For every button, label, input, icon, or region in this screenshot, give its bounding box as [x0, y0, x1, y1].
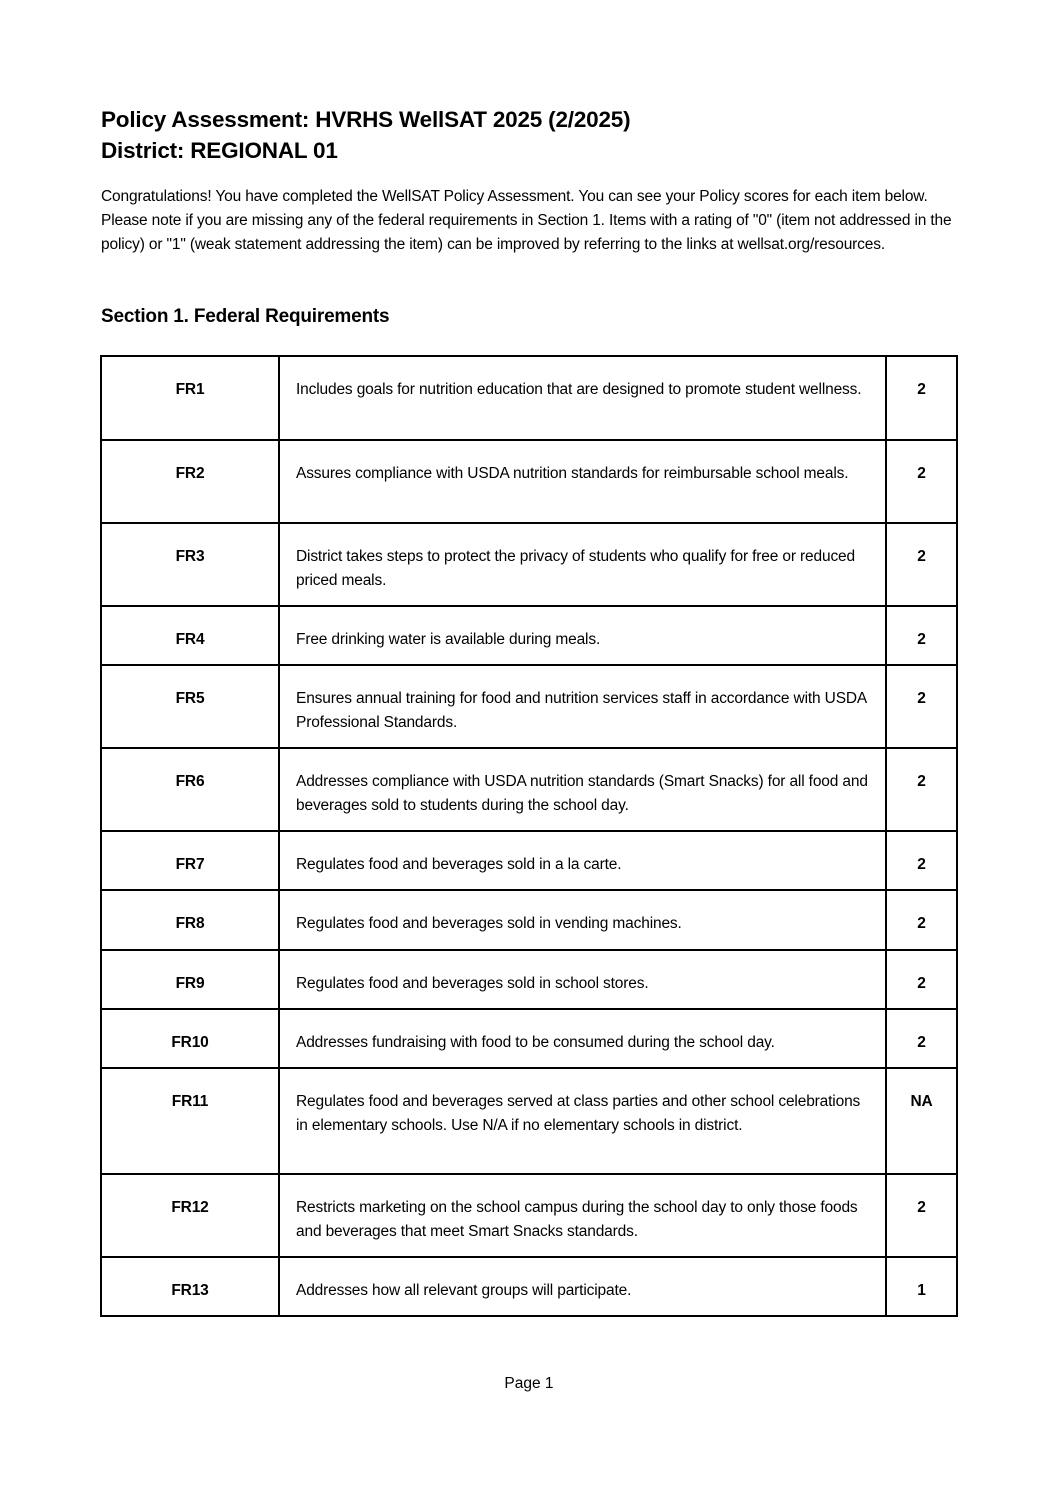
table-row	[101, 748, 957, 831]
assessment-title: Policy Assessment: HVRHS WellSAT 2025 (2/2025)	[101, 107, 631, 132]
document-title	[101, 104, 630, 166]
requirement-score: 1	[917, 1282, 926, 1299]
requirement-description-cell	[279, 950, 886, 1009]
federal-requirements-table	[100, 355, 958, 1317]
requirement-score-cell	[886, 1174, 957, 1257]
requirement-code-cell	[101, 440, 279, 523]
requirement-score: 2	[917, 548, 926, 565]
requirement-code-cell	[101, 950, 279, 1009]
requirement-score: 2	[917, 465, 926, 482]
table-row	[101, 1257, 957, 1316]
requirement-description: Regulates food and beverages sold in vending machines.	[296, 915, 682, 932]
requirement-description: Includes goals for nutrition education that are designed to promote student wellness.	[296, 381, 862, 398]
requirement-description: Restricts marketing on the school campus during the school day to only those foods and beverages that meet Smart Snacks standards.	[296, 1199, 858, 1240]
requirement-score-cell	[886, 748, 957, 831]
requirement-code: FR6	[175, 773, 205, 790]
requirement-code: FR8	[175, 915, 205, 932]
requirement-code-cell	[101, 890, 279, 950]
requirement-score-cell	[886, 890, 957, 950]
requirement-code-cell	[101, 356, 279, 440]
requirement-description-cell	[279, 665, 886, 748]
requirement-code: FR9	[175, 975, 205, 992]
requirement-description: Regulates food and beverages sold in a la carte.	[296, 856, 622, 873]
requirement-code: FR7	[175, 856, 205, 873]
table-row	[101, 606, 957, 665]
requirement-code: FR13	[171, 1282, 209, 1299]
section-heading: Section 1. Federal Requirements	[101, 306, 390, 327]
table-row	[101, 1009, 957, 1068]
requirement-score-cell	[886, 665, 957, 748]
table-row	[101, 356, 957, 440]
requirement-code-cell	[101, 665, 279, 748]
requirement-score-cell	[886, 1068, 957, 1174]
requirement-description-cell	[279, 748, 886, 831]
requirement-description: Addresses compliance with USDA nutrition standards (Smart Snacks) for all food and beverages sold to students during the school day.	[296, 773, 868, 814]
requirement-code-cell	[101, 606, 279, 665]
table-row	[101, 665, 957, 748]
requirement-code-cell	[101, 1257, 279, 1316]
requirement-code: FR2	[175, 465, 205, 482]
requirement-score-cell	[886, 1009, 957, 1068]
requirement-description-cell	[279, 1009, 886, 1068]
requirement-description-cell	[279, 440, 886, 523]
requirement-description-cell	[279, 831, 886, 890]
requirement-score: 2	[917, 381, 926, 398]
requirement-description-cell	[279, 1174, 886, 1257]
requirement-code: FR1	[175, 381, 205, 398]
intro-paragraph: Congratulations! You have completed the WellSAT Policy Assessment. You can see your Policy scores for each item below. Please note if you are missing any of the federal requirements in Section 1. Items with a rating of "0" (item not addressed in the policy) or "1" (weak statement addressing the item) can be improved by referring to the links at wellsat.org/resources.	[101, 188, 952, 253]
table-row	[101, 1174, 957, 1257]
requirement-code: FR11	[171, 1093, 209, 1110]
page-number: Page 1	[504, 1375, 554, 1392]
requirement-score-cell	[886, 1257, 957, 1316]
table-row	[101, 831, 957, 890]
requirement-score-cell	[886, 523, 957, 606]
requirement-description: Regulates food and beverages served at class parties and other school celebrations in elementary schools. Use N/A if no elementary schools in district.	[296, 1093, 861, 1134]
requirement-code-cell	[101, 1174, 279, 1257]
requirement-description: Addresses fundraising with food to be consumed during the school day.	[296, 1034, 775, 1051]
requirement-description: Addresses how all relevant groups will participate.	[296, 1282, 632, 1299]
requirement-description-cell	[279, 356, 886, 440]
requirement-description: Free drinking water is available during meals.	[296, 631, 601, 648]
table-row	[101, 440, 957, 523]
requirement-description-cell	[279, 1257, 886, 1316]
requirement-description-cell	[279, 606, 886, 665]
table-row	[101, 523, 957, 606]
requirement-score: 2	[917, 773, 926, 790]
table-row	[101, 1068, 957, 1174]
district-title: District: REGIONAL 01	[101, 138, 338, 163]
requirement-score-cell	[886, 950, 957, 1009]
requirement-code: FR12	[171, 1199, 209, 1216]
requirement-description: Ensures annual training for food and nutrition services staff in accordance with USDA Professional Standards.	[296, 690, 867, 731]
requirement-code-cell	[101, 831, 279, 890]
requirement-score: 2	[917, 1199, 926, 1216]
requirement-code-cell	[101, 1068, 279, 1174]
requirement-score: 2	[917, 975, 926, 992]
requirement-description: District takes steps to protect the privacy of students who qualify for free or reduced priced meals.	[296, 548, 855, 589]
requirement-description-cell	[279, 890, 886, 950]
requirement-score-cell	[886, 356, 957, 440]
requirement-score: 2	[917, 915, 926, 932]
table-row	[101, 950, 957, 1009]
requirement-score: 2	[917, 690, 926, 707]
requirement-score: 2	[917, 1034, 926, 1051]
requirement-description: Assures compliance with USDA nutrition standards for reimbursable school meals.	[296, 465, 849, 482]
requirement-code: FR4	[175, 631, 205, 648]
requirement-score: NA	[910, 1093, 933, 1110]
requirement-description-cell	[279, 523, 886, 606]
requirement-code-cell	[101, 748, 279, 831]
requirement-score: 2	[917, 856, 926, 873]
table-row	[101, 890, 957, 950]
requirement-score-cell	[886, 440, 957, 523]
requirement-code-cell	[101, 523, 279, 606]
requirement-description-cell	[279, 1068, 886, 1174]
requirement-score: 2	[917, 631, 926, 648]
requirement-code: FR3	[175, 548, 205, 565]
requirement-code: FR5	[175, 690, 205, 707]
requirement-score-cell	[886, 606, 957, 665]
requirement-description: Regulates food and beverages sold in school stores.	[296, 975, 649, 992]
requirement-score-cell	[886, 831, 957, 890]
requirement-code-cell	[101, 1009, 279, 1068]
requirement-code: FR10	[171, 1034, 209, 1051]
